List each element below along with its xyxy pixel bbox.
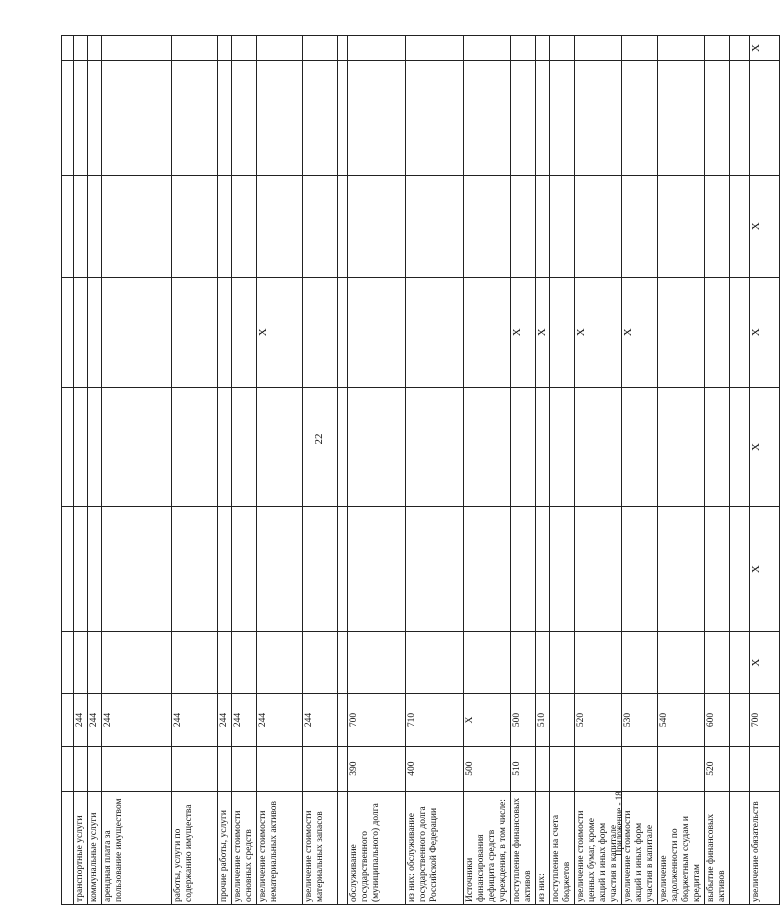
value-cell (464, 507, 511, 632)
table-row (705, 36, 730, 905)
financial-table (61, 35, 780, 905)
value-cell (658, 36, 705, 61)
kosgu-code-cell: 244 (102, 694, 172, 746)
row-name-cell: из них: (536, 791, 550, 904)
value-cell (102, 507, 172, 632)
value-cell (303, 631, 338, 693)
value-cell (536, 507, 550, 632)
value-cell (705, 387, 730, 507)
value-cell (348, 61, 406, 176)
value-cell (730, 277, 750, 387)
kosgu-code-cell: 700 (750, 694, 780, 746)
kosgu-code-cell: 530 (622, 694, 658, 746)
kosgu-code-cell: 244 (88, 694, 102, 746)
value-cell (575, 61, 622, 176)
value-cell (550, 277, 575, 387)
value-cell (705, 61, 730, 176)
value-cell (62, 387, 74, 507)
value-cell (88, 277, 102, 387)
value-cell (550, 631, 575, 693)
kosgu-code-cell: 600 (705, 694, 730, 746)
value-cell (338, 387, 348, 507)
kosgu-code-cell: 500 (511, 694, 536, 746)
table-row (232, 36, 257, 905)
value-cell (218, 387, 232, 507)
value-cell (232, 277, 257, 387)
value-cell (348, 277, 406, 387)
row-name-cell: увеличение стоимости ценных бумаг, кроме акций и иных форм участия в капитале (575, 791, 622, 904)
value-cell (74, 61, 88, 176)
value-cell: X (750, 175, 780, 277)
row-name-cell: увеличение стоимости акций и иных форм участия в капитале (622, 791, 658, 904)
value-cell (536, 387, 550, 507)
row-name-cell: транспортные услуги (74, 791, 88, 904)
value-cell (705, 175, 730, 277)
row-name-cell: коммунальные услуги (88, 791, 102, 904)
value-cell (232, 175, 257, 277)
value-cell (464, 387, 511, 507)
value-cell (705, 631, 730, 693)
value-cell (88, 387, 102, 507)
value-cell (705, 277, 730, 387)
table-row (257, 36, 303, 905)
table-row (750, 36, 780, 905)
row-name-cell (62, 791, 74, 904)
value-cell (730, 631, 750, 693)
kosgu-code-cell: 244 (74, 694, 88, 746)
value-cell (88, 631, 102, 693)
kosgu-code-cell: 244 (172, 694, 218, 746)
page-number: 22 (313, 433, 325, 445)
value-cell (257, 61, 303, 176)
value-cell (88, 61, 102, 176)
line-code-cell (730, 746, 750, 791)
value-cell (172, 631, 218, 693)
row-name-cell: Источники финансирования дефицита средств учреждения, в том числе: (464, 791, 511, 904)
line-code-cell (750, 746, 780, 791)
value-cell (575, 507, 622, 632)
value-cell (88, 175, 102, 277)
row-name-cell: из них: обслуживание государственного долга Российской Федерации (406, 791, 464, 904)
value-cell (62, 631, 74, 693)
value-cell (536, 61, 550, 176)
row-name-cell: поступление финансовых активов (511, 791, 536, 904)
value-cell (62, 507, 74, 632)
value-cell (348, 175, 406, 277)
value-cell (303, 61, 338, 176)
line-code-cell (102, 746, 172, 791)
table-row (536, 36, 550, 905)
value-cell (257, 631, 303, 693)
value-cell (218, 175, 232, 277)
value-cell (88, 507, 102, 632)
value-cell (705, 36, 730, 61)
value-cell (218, 277, 232, 387)
value-cell (406, 387, 464, 507)
value-cell (622, 507, 658, 632)
value-cell (172, 387, 218, 507)
value-cell (658, 61, 705, 176)
line-code-cell (74, 746, 88, 791)
value-cell (338, 36, 348, 61)
value-cell (338, 507, 348, 632)
value-cell (303, 36, 338, 61)
row-name-cell: выбытие финансовых активов (705, 791, 730, 904)
value-cell (464, 36, 511, 61)
value-cell (62, 36, 74, 61)
line-code-cell: 520 (705, 746, 730, 791)
value-cell (338, 631, 348, 693)
line-code-cell: 500 (464, 746, 511, 791)
value-cell (622, 387, 658, 507)
line-code-cell (88, 746, 102, 791)
value-cell (406, 277, 464, 387)
line-code-cell: 400 (406, 746, 464, 791)
value-cell (62, 61, 74, 176)
value-cell (257, 36, 303, 61)
value-cell (62, 277, 74, 387)
value-cell (511, 36, 536, 61)
value-cell (88, 36, 102, 61)
value-cell: X (575, 277, 622, 387)
row-name-cell: увеличение стоимости нематериальных активов (257, 791, 303, 904)
value-cell (511, 387, 536, 507)
table-row (464, 36, 511, 905)
line-code-cell (338, 746, 348, 791)
value-cell (102, 631, 172, 693)
value-cell: X (622, 277, 658, 387)
kosgu-code-cell (550, 694, 575, 746)
value-cell (730, 175, 750, 277)
value-cell (658, 175, 705, 277)
value-cell (705, 507, 730, 632)
table-row (303, 36, 338, 905)
row-name-cell: работы, услуги по содержанию имущества (172, 791, 218, 904)
table-row (62, 36, 74, 905)
row-name-cell: арендная плата за пользование имуществом (102, 791, 172, 904)
value-cell (74, 175, 88, 277)
value-cell (511, 631, 536, 693)
table-row (74, 36, 88, 905)
table-row (511, 36, 536, 905)
value-cell (464, 631, 511, 693)
row-name-cell: увеличение стоимости основных средств (232, 791, 257, 904)
row-name-cell: увеличение обязательств (750, 791, 780, 904)
line-code-cell: 510 (511, 746, 536, 791)
table-row (172, 36, 218, 905)
row-name-cell: поступление на счета бюджетов (550, 791, 575, 904)
value-cell (348, 507, 406, 632)
value-cell (257, 175, 303, 277)
value-cell (575, 387, 622, 507)
value-cell (172, 61, 218, 176)
value-cell (303, 387, 338, 507)
kosgu-code-cell: 244 (218, 694, 232, 746)
table-row (622, 36, 658, 905)
value-cell (74, 631, 88, 693)
value-cell: X (511, 277, 536, 387)
kosgu-code-cell: 510 (536, 694, 550, 746)
table-row (550, 36, 575, 905)
value-cell (257, 387, 303, 507)
value-cell (232, 36, 257, 61)
value-cell (536, 36, 550, 61)
value-cell (658, 507, 705, 632)
row-name-cell: прочие работы, услуги (218, 791, 232, 904)
value-cell (464, 175, 511, 277)
kosgu-code-cell: 540 (658, 694, 705, 746)
table-row (102, 36, 172, 905)
kosgu-code-cell: 244 (303, 694, 338, 746)
value-cell (232, 631, 257, 693)
row-name-cell (338, 791, 348, 904)
value-cell (550, 175, 575, 277)
table-row (218, 36, 232, 905)
value-cell (102, 61, 172, 176)
line-code-cell (303, 746, 338, 791)
value-cell (303, 175, 338, 277)
value-cell (257, 507, 303, 632)
value-cell (406, 507, 464, 632)
value-cell (102, 277, 172, 387)
value-cell (172, 277, 218, 387)
value-cell (218, 631, 232, 693)
value-cell (74, 507, 88, 632)
value-cell: X (750, 36, 780, 61)
value-cell (348, 387, 406, 507)
line-code-cell (232, 746, 257, 791)
value-cell (622, 631, 658, 693)
kosgu-code-cell (338, 694, 348, 746)
value-cell: X (750, 277, 780, 387)
value-cell (730, 36, 750, 61)
value-cell (575, 36, 622, 61)
value-cell (658, 387, 705, 507)
value-cell (232, 507, 257, 632)
table-body (62, 36, 780, 905)
kosgu-code-cell: 520 (575, 694, 622, 746)
value-cell (232, 387, 257, 507)
value-cell (338, 61, 348, 176)
value-cell (622, 175, 658, 277)
value-cell (406, 61, 464, 176)
value-cell (730, 387, 750, 507)
line-code-cell (658, 746, 705, 791)
value-cell: X (750, 507, 780, 632)
value-cell (622, 36, 658, 61)
value-cell (622, 61, 658, 176)
value-cell (406, 36, 464, 61)
value-cell (218, 507, 232, 632)
line-code-cell (218, 746, 232, 791)
footer-note: Приложение - 18 (614, 791, 624, 856)
value-cell (464, 277, 511, 387)
row-name-cell (730, 791, 750, 904)
value-cell (575, 175, 622, 277)
table-row (730, 36, 750, 905)
value-cell (172, 175, 218, 277)
value-cell: X (750, 387, 780, 507)
value-cell (511, 61, 536, 176)
row-name-cell: увеличение задолженности по бюджетным ссудам и кредитам (658, 791, 705, 904)
value-cell (172, 507, 218, 632)
line-code-cell (536, 746, 550, 791)
value-cell (511, 175, 536, 277)
table-row (88, 36, 102, 905)
value-cell (658, 277, 705, 387)
line-code-cell (62, 746, 74, 791)
value-cell (102, 36, 172, 61)
value-cell (511, 507, 536, 632)
row-name-cell: обслуживание государственного (муниципального) долга (348, 791, 406, 904)
value-cell (536, 175, 550, 277)
line-code-cell: 390 (348, 746, 406, 791)
value-cell (750, 61, 780, 176)
value-cell (730, 507, 750, 632)
kosgu-code-cell: X (464, 694, 511, 746)
value-cell (218, 61, 232, 176)
table-row (348, 36, 406, 905)
value-cell (74, 387, 88, 507)
value-cell (303, 507, 338, 632)
value-cell: X (750, 631, 780, 693)
value-cell (172, 36, 218, 61)
value-cell (658, 631, 705, 693)
kosgu-code-cell: 700 (348, 694, 406, 746)
kosgu-code-cell: 244 (232, 694, 257, 746)
line-code-cell (622, 746, 658, 791)
table-row (658, 36, 705, 905)
value-cell (74, 36, 88, 61)
value-cell (348, 36, 406, 61)
value-cell (550, 387, 575, 507)
kosgu-code-cell: 710 (406, 694, 464, 746)
kosgu-code-cell (62, 694, 74, 746)
line-code-cell (550, 746, 575, 791)
value-cell (74, 277, 88, 387)
row-name-cell: увеличение стоимости материальных запасов (303, 791, 338, 904)
value-cell (464, 61, 511, 176)
value-cell (550, 36, 575, 61)
value-cell (550, 61, 575, 176)
line-code-cell (172, 746, 218, 791)
value-cell (232, 61, 257, 176)
value-cell (406, 175, 464, 277)
value-cell (338, 277, 348, 387)
value-cell (338, 175, 348, 277)
kosgu-code-cell (730, 694, 750, 746)
value-cell (406, 631, 464, 693)
value-cell (550, 507, 575, 632)
value-cell (62, 175, 74, 277)
value-cell: X (536, 277, 550, 387)
line-code-cell (257, 746, 303, 791)
table-row (406, 36, 464, 905)
kosgu-code-cell: 244 (257, 694, 303, 746)
value-cell (536, 631, 550, 693)
value-cell: X (257, 277, 303, 387)
value-cell (730, 61, 750, 176)
table-row (338, 36, 348, 905)
value-cell (303, 277, 338, 387)
value-cell (102, 175, 172, 277)
value-cell (348, 631, 406, 693)
value-cell (218, 36, 232, 61)
value-cell (102, 387, 172, 507)
